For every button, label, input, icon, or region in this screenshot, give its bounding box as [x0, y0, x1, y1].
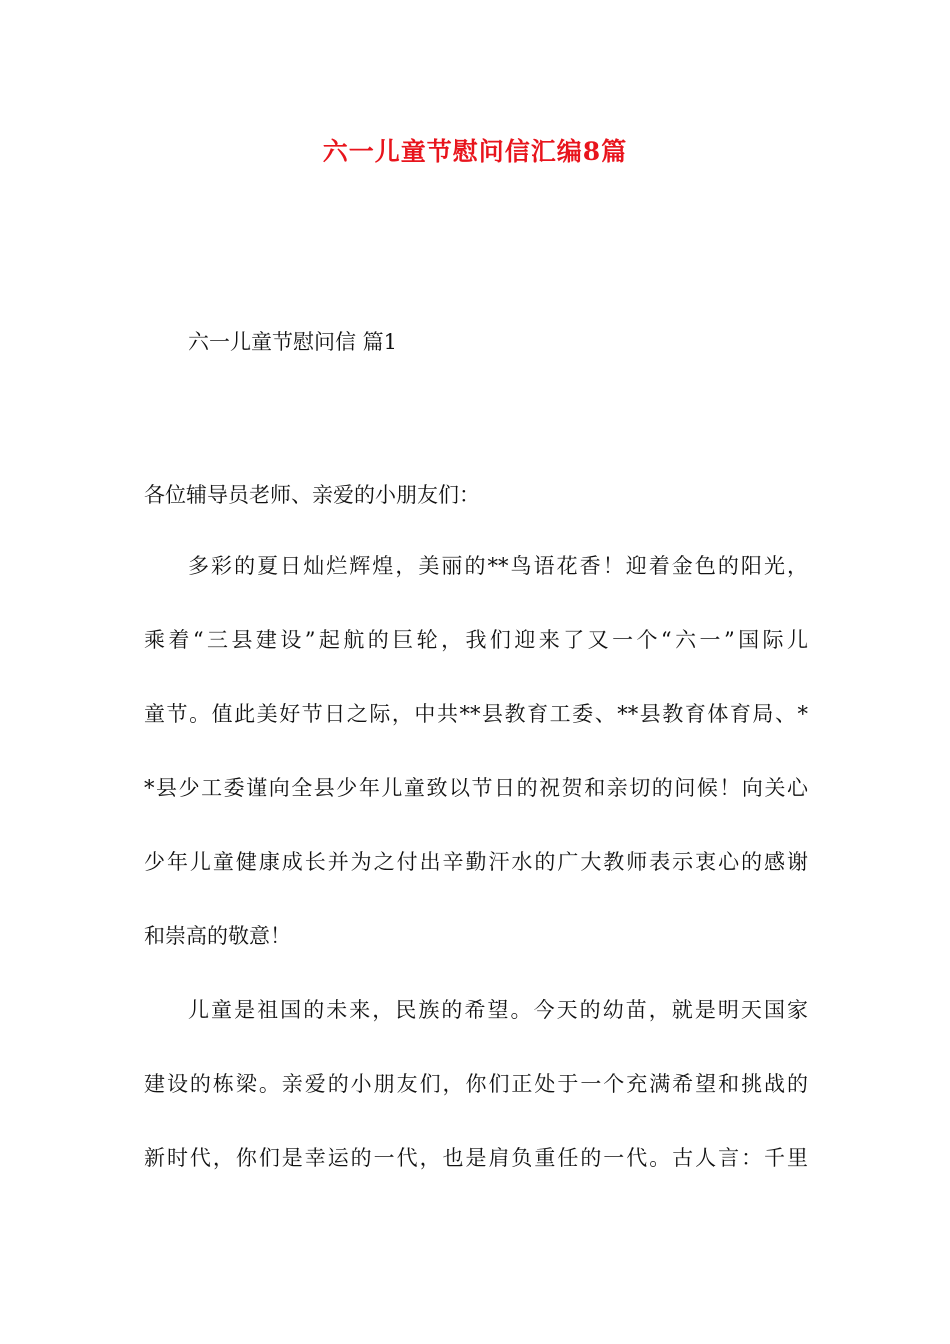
paragraph-line: 建设的栋梁。亲爱的小朋友们，你们正处于一个充满希望和挑战的 [144, 1072, 808, 1096]
document-title: 六一儿童节慰问信汇编8篇 [322, 137, 628, 166]
paragraph-line: 和崇高的敬意！ [144, 924, 291, 948]
paragraph-line: *县少工委谨向全县少年儿童致以节日的祝贺和亲切的问候！向关心 [144, 776, 808, 800]
paragraph-line: 乘着“三县建设”起航的巨轮，我们迎来了又一个“六一”国际儿 [144, 628, 808, 652]
paragraph-line: 多彩的夏日灿烂辉煌，美丽的**鸟语花香！迎着金色的阳光， [188, 554, 808, 578]
paragraph-line: 儿童是祖国的未来，民族的希望。今天的幼苗，就是明天国家 [188, 998, 808, 1022]
salutation: 各位辅导员老师、亲爱的小朋友们： [144, 483, 480, 507]
paragraph-line: 新时代，你们是幸运的一代，也是肩负重任的一代。古人言：千里 [144, 1146, 808, 1170]
paragraph-line: 童节。值此美好节日之际，中共**县教育工委、**县教育体育局、* [144, 702, 808, 726]
paragraph-line: 少年儿童健康成长并为之付出辛勤汗水的广大教师表示衷心的感谢 [144, 850, 808, 874]
section-heading: 六一儿童节慰问信 篇1 [188, 330, 398, 354]
